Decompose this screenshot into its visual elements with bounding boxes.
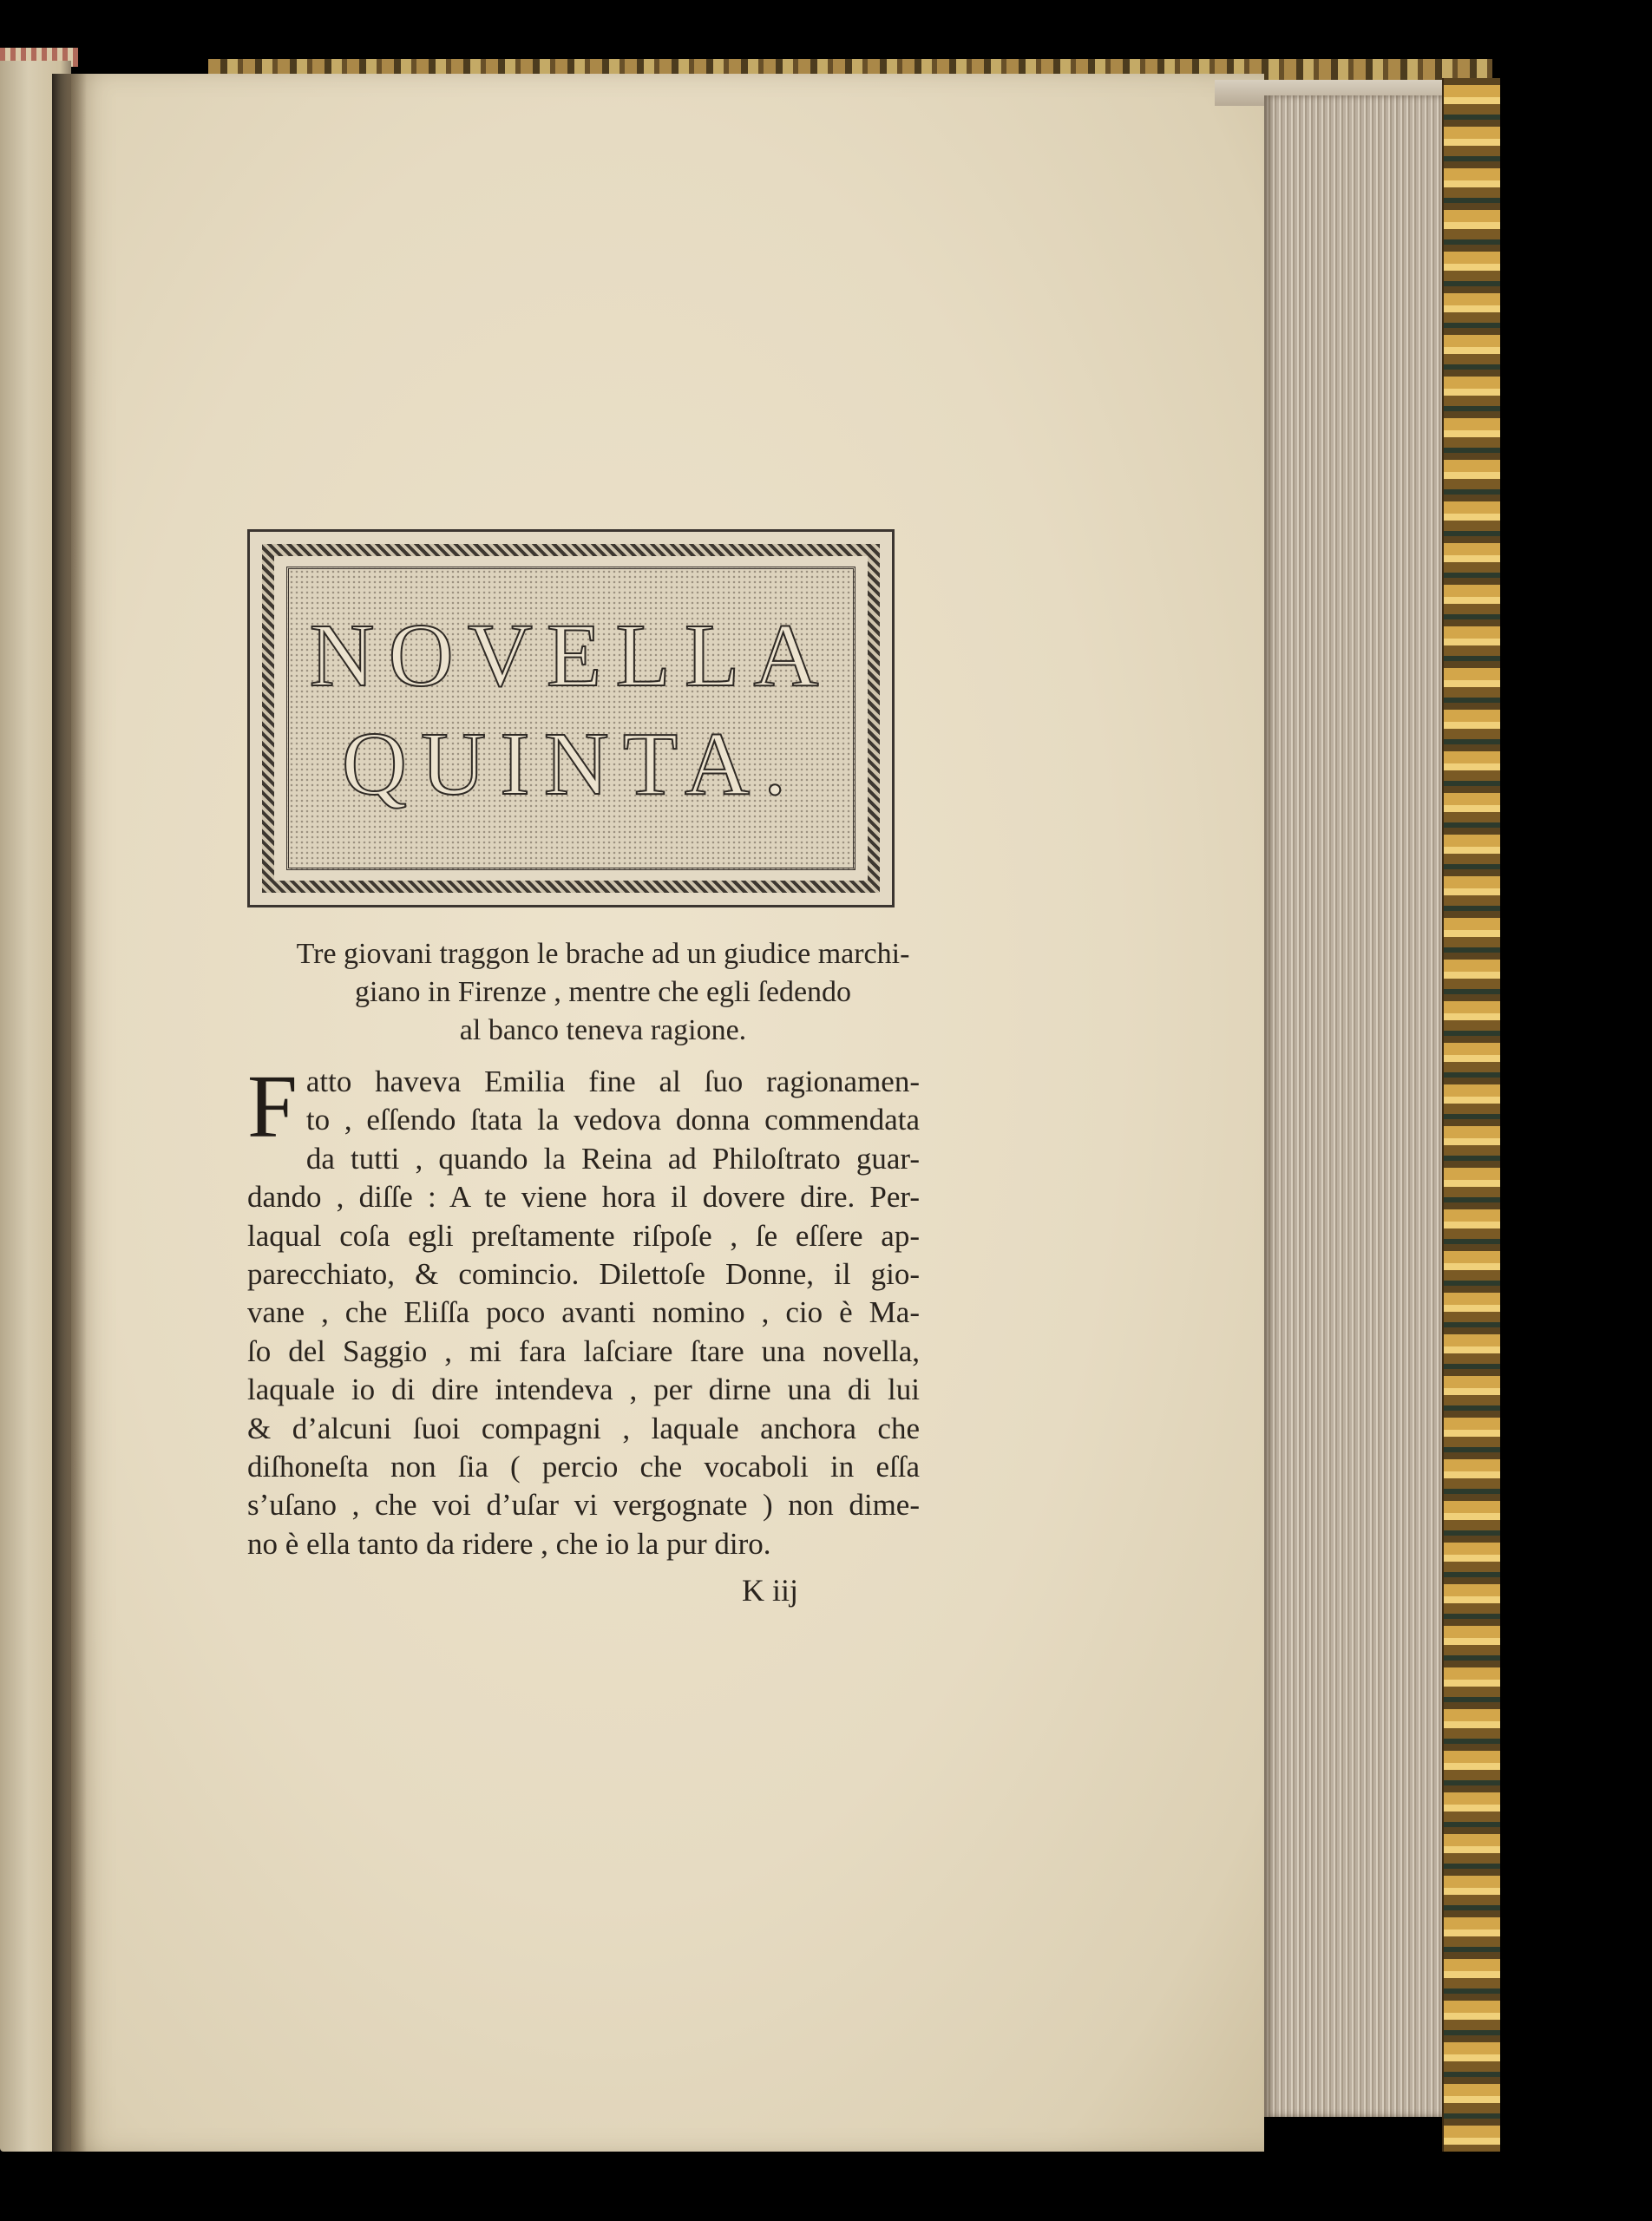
text-line: no è ella tanto da ridere , che io la pur diro.	[247, 1526, 771, 1561]
drop-cap: F	[247, 1057, 298, 1156]
text-line: & d’alcuni ſuoi compagni , laquale anchora che	[247, 1411, 920, 1445]
text-line: to , eſſendo ſtata la vedova donna commendata	[305, 1103, 920, 1137]
page-block-edges	[1264, 95, 1451, 2117]
text-line: laquale io di dire intendeva , per dirne una di lui	[247, 1373, 920, 1407]
gilt-spine	[1442, 78, 1500, 2152]
signature-mark: K iij	[742, 1573, 799, 1608]
text-line: laqual coſa egli preſtamente riſpoſe , ſe eſſere ap-	[247, 1218, 920, 1253]
page-gutter	[52, 74, 87, 2152]
summary-line: giano in Firenze , mentre che egli ſedendo	[354, 976, 852, 1008]
text-line: dando , diſſe : A te viene hora il dovere dire. Per-	[247, 1180, 920, 1215]
plate-title-line-1: NOVELLA	[309, 606, 833, 705]
plate-stippled-panel	[286, 567, 856, 870]
text-line: atto haveva Emilia fine al ſuo ragionamen-	[305, 1065, 920, 1098]
novella-summary	[247, 935, 959, 1050]
text-line: parecchiato, & comincio. Dilettoſe Donne, il gio-	[247, 1257, 920, 1292]
text-line: vane , che Eliſſa poco avanti nomino , cio è Ma-	[247, 1295, 920, 1330]
text-line: s’uſano , che voi d’uſar vi vergognate ) non dime-	[247, 1488, 920, 1523]
engraved-title-plate	[247, 529, 895, 907]
text-line: ſo del Saggio , mi fara laſciare ſtare una novella,	[247, 1333, 920, 1368]
summary-line: al banco teneva ragione.	[459, 1014, 747, 1046]
summary-line: Tre giovani traggon le brache ad un giudice marchi-	[296, 938, 910, 970]
body-text	[247, 1057, 920, 1563]
text-line: da tutti , quando la Reina ad Philoſtrato guar-	[305, 1141, 920, 1176]
plate-title-line-2: QUINTA.	[341, 714, 801, 814]
text-line: diſhoneſta non ſia ( percio che vocaboli in eſſa	[247, 1450, 920, 1484]
